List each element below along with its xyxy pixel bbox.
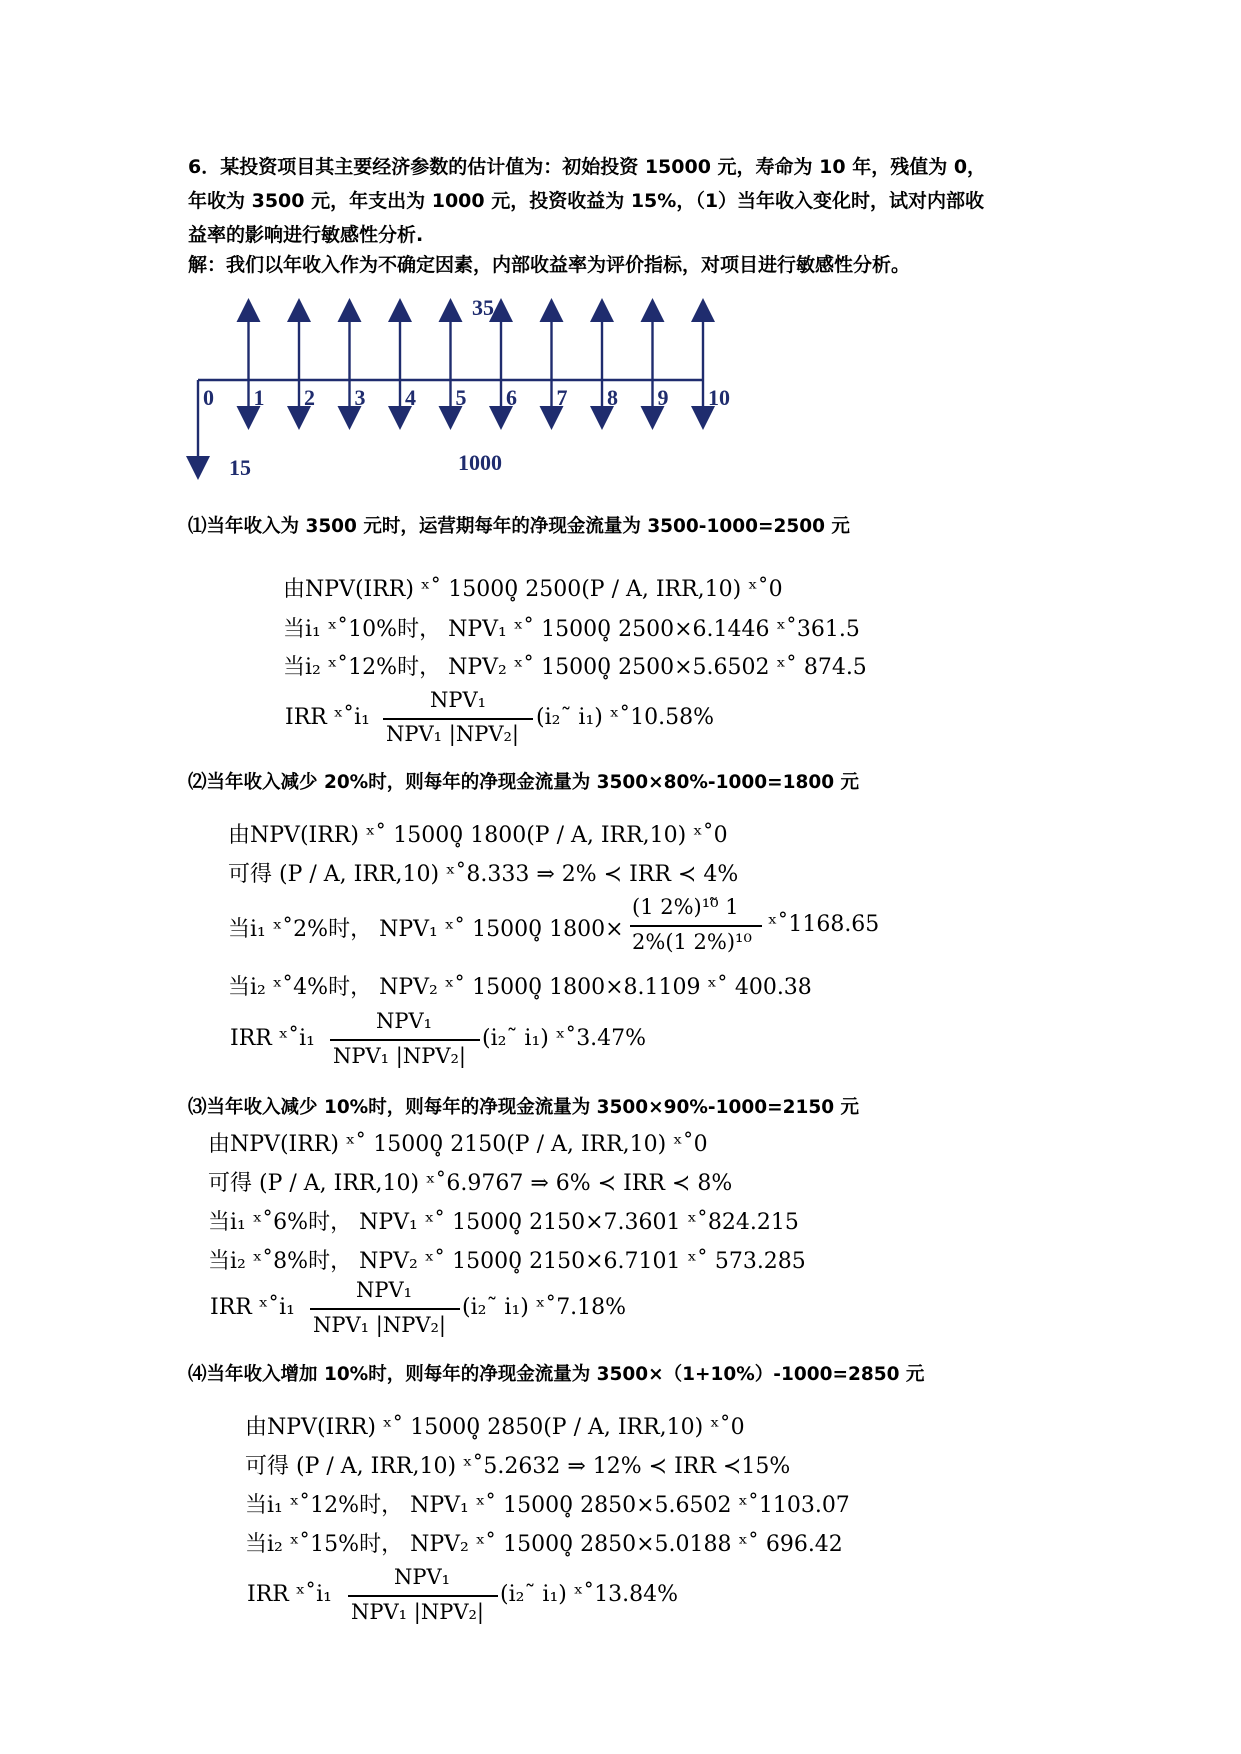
case3-eq3: 当i₁ ˣ˚6%时， NPV₁ ˣ˚ 15000̥ 2150×7.3601 ˣ˚824.215	[208, 1210, 799, 1235]
case2-eq3-bar	[630, 925, 762, 927]
case1-irr-num: NPV₁	[430, 688, 487, 712]
problem-line-2: 年收为 3500 元，年支出为 1000 元，投资收益为 15%，（1）当年收入变化时，试对内部收	[188, 190, 985, 212]
case2-eq1: 由NPV(IRR) ˣ˚ 15000̥ 1800(P / A, IRR,10) ˣ˚0	[228, 823, 728, 848]
case4-header: ⑷当年收入增加 10%时，则每年的净现金流量为 3500×（1+10%）-1000=2850 元	[188, 1364, 925, 1385]
case4-irr-num: NPV₁	[394, 1565, 451, 1589]
case4-eq2: 可得 (P / A, IRR,10) ˣ˚5.2632 ⇒ 12% ≺ IRR ≺15%	[245, 1454, 791, 1479]
case4-eq1: 由NPV(IRR) ˣ˚ 15000̥ 2850(P / A, IRR,10) ˣ˚0	[245, 1415, 745, 1440]
case3-irr-num: NPV₁	[356, 1278, 413, 1302]
period-label-1: 1	[253, 385, 265, 410]
period-label-2: 2	[304, 385, 315, 410]
case4-irr-rhs: (i₂˜ i₁) ˣ˚13.84%	[500, 1582, 679, 1607]
top-amount-label: 35	[472, 295, 494, 320]
period-label-7: 7	[556, 385, 568, 410]
problem-line-3: 益率的影响进行敏感性分析.	[188, 224, 424, 246]
problem-statement	[188, 150, 1068, 252]
cost-amount-label: 1000	[458, 450, 502, 475]
case3-irr-lhs: IRR ˣ˚i₁	[210, 1295, 295, 1320]
period-label-4: 4	[405, 385, 416, 410]
problem-line-1: 6．某投资项目其主要经济参数的估计值为：初始投资 15000 元，寿命为 10 年，残值为 0，	[188, 156, 987, 178]
case4-eq4: 当i₂ ˣ˚15%时， NPV₂ ˣ˚ 15000̥ 2850×5.0188 ˣ˚ 696.42	[245, 1532, 843, 1557]
case2-irr-rhs: (i₂˜ i₁) ˣ˚3.47%	[482, 1026, 647, 1051]
case4-irr-bar	[348, 1595, 498, 1597]
case2-eq3-post: ˣ˚1168.65	[768, 912, 880, 937]
invest-amount-label: 15	[229, 455, 251, 480]
solution-intro: 解：我们以年收入作为不确定因素，内部收益率为评价指标，对项目进行敏感性分析。	[188, 254, 911, 276]
case2-eq4: 当i₂ ˣ˚4%时， NPV₂ ˣ˚ 15000̥ 1800×8.1109 ˣ˚ 400.38	[228, 975, 812, 1000]
case3-eq2: 可得 (P / A, IRR,10) ˣ˚6.9767 ⇒ 6% ≺ IRR ≺ 8%	[208, 1171, 733, 1196]
case3-eq1: 由NPV(IRR) ˣ˚ 15000̥ 2150(P / A, IRR,10) ˣ˚0	[208, 1132, 708, 1157]
case3-eq4: 当i₂ ˣ˚8%时， NPV₂ ˣ˚ 15000̥ 2150×6.7101 ˣ˚ 573.285	[208, 1249, 806, 1274]
case1-irr-rhs: (i₂˜ i₁) ˣ˚10.58%	[536, 705, 715, 730]
period-label-10: 10	[708, 385, 730, 410]
case2-eq2: 可得 (P / A, IRR,10) ˣ˚8.333 ⇒ 2% ≺ IRR ≺ 4%	[228, 862, 739, 887]
period-label-0: 0	[203, 385, 214, 410]
case4-irr-den: NPV₁ |NPV₂|	[351, 1600, 485, 1624]
period-label-9: 9	[657, 385, 669, 410]
case1-irr-den: NPV₁ |NPV₂|	[386, 722, 520, 746]
period-label-5: 5	[455, 385, 467, 410]
case2-eq3-den: 2%(1 2%)¹⁰	[632, 930, 752, 954]
period-label-8: 8	[607, 385, 618, 410]
case1-irr-lhs: IRR ˣ˚i₁	[285, 705, 370, 730]
case3-irr-rhs: (i₂˜ i₁) ˣ˚7.18%	[462, 1295, 627, 1320]
period-label-6: 6	[506, 385, 517, 410]
case4-eq3: 当i₁ ˣ˚12%时， NPV₁ ˣ˚ 15000̥ 2850×5.6502 ˣ˚1103.07	[245, 1493, 850, 1518]
case2-irr-den: NPV₁ |NPV₂|	[333, 1044, 467, 1068]
case1-eq2: 当i₁ ˣ˚10%时， NPV₁ ˣ˚ 15000̥ 2500×6.1446 ˣ˚361.5	[283, 617, 860, 642]
case3-irr-den: NPV₁ |NPV₂|	[313, 1313, 447, 1337]
case2-irr-lhs: IRR ˣ˚i₁	[230, 1026, 315, 1051]
case2-eq3-pre: 当i₁ ˣ˚2%时， NPV₁ ˣ˚ 15000̥ 1800×	[228, 917, 624, 942]
case1-irr-bar	[383, 718, 533, 720]
case1-eq3: 当i₂ ˣ˚12%时， NPV₂ ˣ˚ 15000̥ 2500×5.6502 ˣ˚ 874.5	[283, 655, 867, 680]
case1-eq1: 由NPV(IRR) ˣ˚ 15000̥ 2500(P / A, IRR,10) ˣ˚0	[283, 577, 783, 602]
case2-header: ⑵当年收入减少 20%时，则每年的净现金流量为 3500×80%-1000=1800 元	[188, 772, 860, 793]
period-label-3: 3	[354, 385, 366, 410]
case4-irr-lhs: IRR ˣ˚i₁	[247, 1582, 332, 1607]
case2-irr-num: NPV₁	[376, 1009, 433, 1033]
case3-irr-bar	[310, 1308, 460, 1310]
case2-eq3-num: (1 2%)¹⁰̃ 1	[632, 895, 739, 919]
case2-irr-bar	[330, 1039, 480, 1041]
case3-header: ⑶当年收入减少 10%时，则每年的净现金流量为 3500×90%-1000=2150 元	[188, 1097, 860, 1118]
case1-header: ⑴当年收入为 3500 元时，运营期每年的净现金流量为 3500-1000=2500 元	[188, 516, 850, 537]
